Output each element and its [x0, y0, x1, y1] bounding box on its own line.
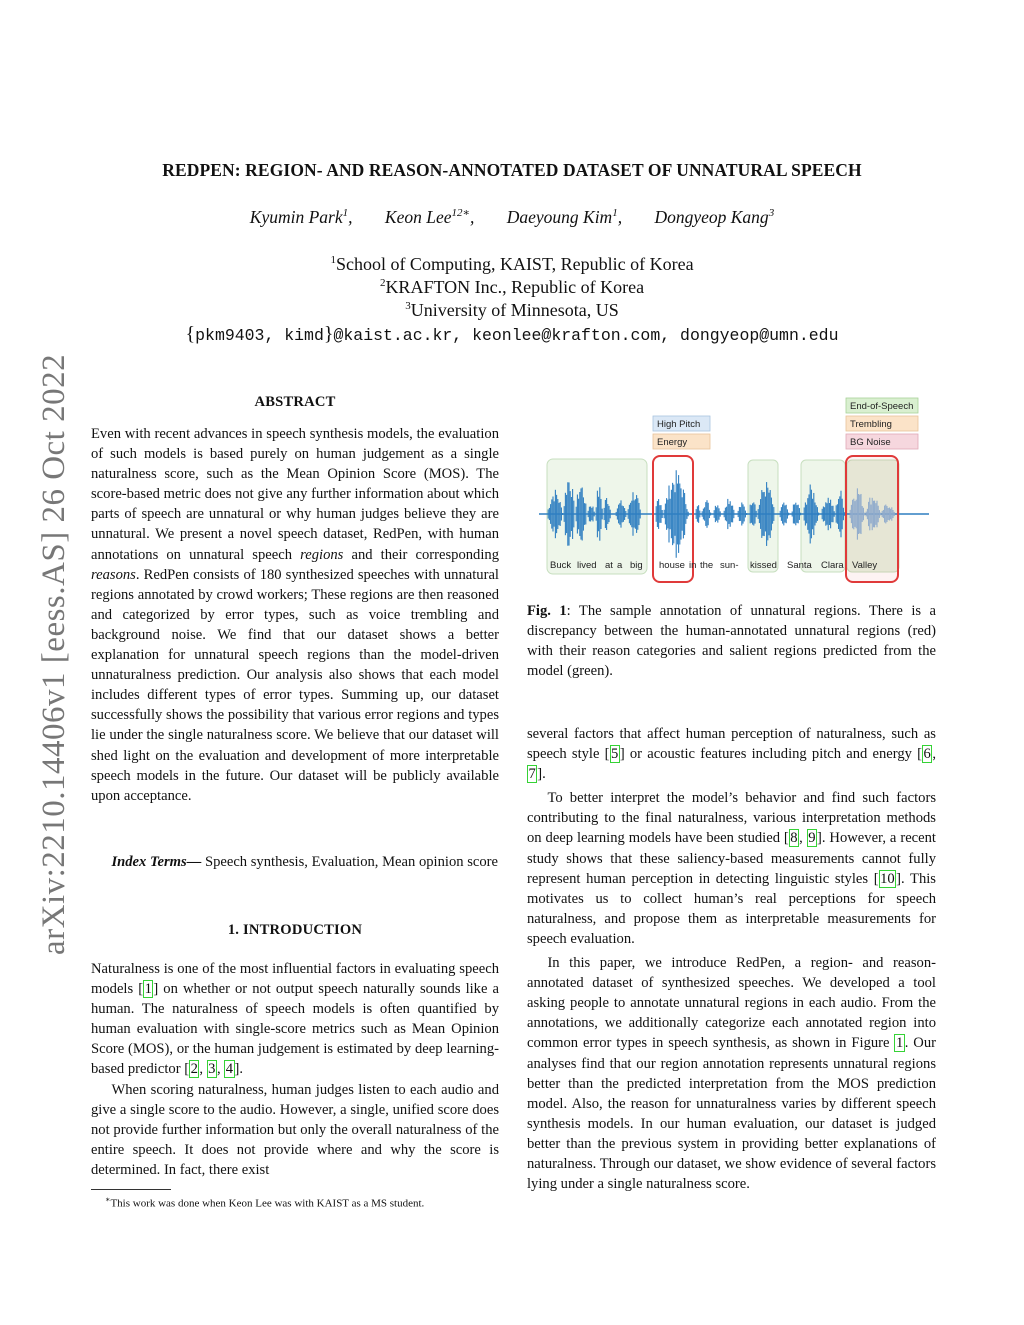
citation-link[interactable]: 7	[528, 766, 536, 783]
introduction-body-continued: several factors that affect human perception of naturalness, such as speech style [ 5 ] or acoustic features including pitch and energy [ 6 , 7 ]. To better interpret the model’s behavior and find such factors contributing to the final naturalness, various interpretation methods on deep learning models have been studied [ 8 , 9 ]. However, a recent study shows that these saliency-based measurements cannot fully represent human perception in detecting linguistic styles [ 10 ]. This motivates us to collect human’s real perceptions for speech naturalness, and propose them as interpretable measurements for speech evaluation. In this paper, we introduce RedPen, a region- and reason-annotated dataset of synthesized speeches. We developed a tool asking people to annotate unnatural regions in each audio. From the annotations, we additionally categorize each annotated region into common error types in speech synthesis, as shown in Figure 1 . Our analyses find that our region annotation represents unnatural regions better than the predicted interpretation from the MOS prediction model. Also, the reason for unnaturalness varies by different speech synthesis models. In our human evaluation, our dataset is judged better than the previous system in providing better explanations of naturalness. Through our dataset, we show evidence of several factors lying under a single naturalness score.	[527, 726, 937, 1193]
transcript-word: big	[630, 560, 643, 571]
figure-1	[535, 392, 930, 587]
footnote-rule	[91, 1189, 171, 1190]
reason-tag-label: End-of-Speech	[850, 401, 914, 412]
transcript-word: Valley	[852, 560, 878, 571]
author: Daeyoung Kim$^1$,	[506, 206, 623, 227]
transcript-word: the	[700, 560, 714, 571]
affiliation: $^1$School of Computing, KAIST, Republic of Korea	[330, 254, 694, 274]
citation-link[interactable]: 9	[808, 830, 816, 847]
transcript-word: lived	[577, 560, 597, 571]
citation-link[interactable]: 3	[208, 1061, 216, 1078]
abstract-body: Even with recent advances in speech synthesis models, the evaluation of such models is based purely on human judgement as a single naturalness score, such as the Mean Opinion Score (MOS). The score-based metric does not give any further information about which parts of speech are unnatural or why human judges believe they are unnatural. We present a novel speech dataset, RedPen, with human annotations on unnatural speech regions and their corresponding reasons. RedPen consists of 180 synthesized speeches with unnatural regions annotated by crowd workers; These regions are then reasoned and categorized by error types, such as voice trembling and background noise. We find that our dataset shows a better explanation for unnatural speech regions than the model-driven unnaturalness prediction. Our analysis also shows that each model includes different types of error types. Summing up, our dataset successfully shows the possibility that various error regions and types lie under the single naturalness score. We believe that our dataset will shed light on the evaluation and development of more interpretable speech models in the future. Our dataset will be publicly available upon acceptance.	[91, 426, 499, 804]
arxiv-identifier: arXiv:2210.14406v1 [eess.AS] 26 Oct 2022	[36, 353, 72, 955]
footnote: ∗This work was done when Keon Lee was with KAIST as a MS student.	[105, 1195, 425, 1210]
author: Dongyeop Kang$^3$	[654, 206, 775, 227]
abstract-heading: ABSTRACT	[254, 394, 336, 410]
citation-link[interactable]: 1	[144, 981, 152, 998]
citation-link[interactable]: 6	[923, 746, 931, 763]
citation-link[interactable]: 4	[225, 1061, 234, 1078]
transcript-word: sun-	[720, 560, 739, 571]
introduction-body: Naturalness is one of the most influential factors in evaluating speech models [ 1 ] on whether or not output speech naturally sounds like a human. The naturalness of speech models is often quantified by human evaluation with single-score metrics such as Mean Opinion Score (MOS), or the human judgement is estimated by deep learning-based predictor [ 2 , 3 , 4 ]. When scoring naturalness, human judges listen to each audio and give a single score to the audio. However, a single, unified score does not provide further information but only the overall naturalness of the entire speech. It does not provide where and why the score is determined. In fact, there exist	[91, 961, 499, 1178]
transcript-word: Santa	[787, 560, 812, 571]
citation-link[interactable]: 5	[611, 746, 619, 763]
citation-link[interactable]: 8	[790, 830, 798, 847]
citation-link[interactable]: 2	[190, 1061, 198, 1078]
introduction-heading: 1. INTRODUCTION	[227, 922, 363, 938]
reason-tag-label: BG Noise	[850, 437, 891, 448]
annotation-figure	[535, 392, 930, 587]
author: Keon Lee$^{12∗}$,	[384, 206, 475, 227]
paper-title: REDPEN: REGION- AND REASON-ANNOTATED DATASET OF UNNATURAL SPEECH	[162, 160, 862, 180]
transcript-word: house	[659, 560, 685, 571]
author: Kyumin Park$^1$,	[249, 206, 353, 227]
citation-link[interactable]: 10	[880, 870, 895, 887]
transcript-word: a	[617, 560, 623, 571]
reason-tag-label: Trembling	[850, 419, 892, 430]
author-emails: {pkm9403, kimd}@kaist.ac.kr, keonlee@krafton.com, dongyeop@umn.edu	[185, 323, 839, 345]
figure-caption: Fig. 1: The sample annotation of unnatural regions. There is a discrepancy between the human-annotated unnatural regions (red) with their reason categories and salient regions predicted from the model (green).	[527, 603, 936, 679]
affiliation: $^3$University of Minnesota, US	[405, 300, 619, 320]
transcript-word: at	[605, 560, 613, 571]
reason-tag-label: Energy	[657, 437, 688, 448]
transcript-word: in	[689, 560, 697, 571]
author-list	[0, 206, 1024, 228]
transcript-word: Clara	[821, 560, 844, 571]
transcript-word: Buck	[550, 560, 572, 571]
affiliation: $^2$KRAFTON Inc., Republic of Korea	[379, 277, 645, 297]
figure-reference-link[interactable]: 1	[895, 1035, 904, 1052]
index-terms: Index Terms— Speech synthesis, Evaluation, Mean opinion score	[111, 854, 498, 870]
transcript-word: kissed	[750, 560, 777, 571]
reason-tag-label: High Pitch	[657, 419, 701, 430]
